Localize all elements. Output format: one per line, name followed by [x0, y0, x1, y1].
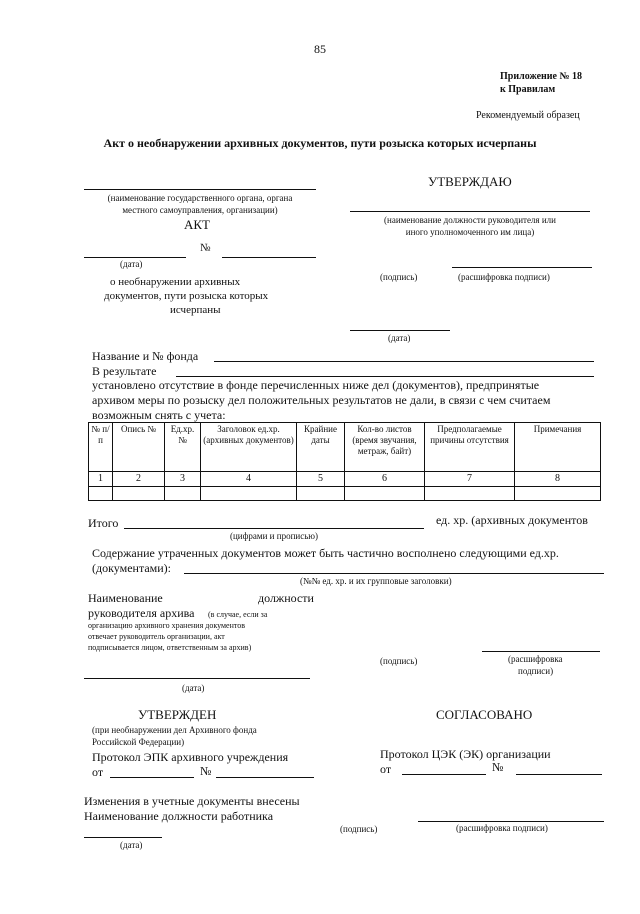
changes-date-line[interactable]	[84, 837, 162, 838]
col-header-notes: Примечания	[515, 423, 601, 472]
col-header-dates: Крайние даты	[297, 423, 345, 472]
col-header-storage-unit: Ед.хр. №	[165, 423, 201, 472]
approver-decoding-caption: (расшифровка подписи)	[458, 272, 550, 282]
approver-caption-line1: (наименование должности руководителя или	[384, 215, 556, 225]
approve-date-caption: (дата)	[388, 333, 411, 343]
table-cell: 1	[89, 472, 113, 487]
restore-caption: (№№ ед. хр. и их групповые заголовки)	[300, 576, 452, 586]
changes-decoding-caption: (расшифровка подписи)	[456, 823, 548, 833]
head-position-line2: руководителя архива	[88, 606, 195, 620]
result-text-line1: установлено отсутствие в фонде перечисленных ниже дел (документов), предпринятые	[92, 378, 540, 392]
table-cell: 8	[515, 472, 601, 487]
changes-line1: Изменения в учетные документы внесены	[84, 794, 300, 808]
act-number-line[interactable]	[222, 257, 316, 258]
table-row	[89, 487, 601, 501]
changes-date-caption: (дата)	[120, 840, 143, 850]
act-number-sign: №	[200, 242, 211, 254]
approver-caption-line2: иного уполномоченного им лица)	[405, 227, 535, 237]
agreed-date-line[interactable]	[402, 774, 486, 775]
org-caption-line1: (наименование государственного органа, органа	[107, 193, 293, 203]
akt-heading: АКТ	[184, 217, 210, 232]
total-value-line[interactable]	[124, 528, 424, 529]
head-date-caption: (дата)	[182, 683, 205, 693]
table-number-row	[89, 472, 601, 487]
result-line[interactable]	[176, 376, 594, 377]
approved-note-line1: (при необнаружении дел Архивного фонда	[92, 725, 257, 735]
table-cell: 6	[345, 472, 425, 487]
act-subject-line3: исчерпаны	[170, 304, 221, 316]
agreed-from: от	[380, 762, 392, 776]
head-note-line2: организацию архивного хранения документов	[88, 621, 246, 630]
agreed-number-line[interactable]	[516, 774, 602, 775]
result-text-line2: архивом меры по розыску дел положительных результатов не дали, в связи с чем считаем	[92, 393, 551, 407]
appendix-line1: Приложение № 18	[500, 71, 583, 82]
col-header-inventory: Опись №	[113, 423, 165, 472]
head-position-left: Наименование	[88, 591, 163, 605]
total-caption: (цифрами и прописью)	[229, 531, 319, 541]
act-subject-line2: документов, пути розыска которых	[104, 290, 269, 302]
table-cell: 7	[425, 472, 515, 487]
changes-signature-caption: (подпись)	[340, 824, 378, 834]
fund-name-line[interactable]	[214, 361, 594, 362]
approved-protocol: Протокол ЭПК архивного учреждения	[92, 750, 289, 764]
approve-heading: УТВЕРЖДАЮ	[428, 174, 512, 189]
agreed-heading: СОГЛАСОВАНО	[436, 707, 533, 722]
table-cell: 5	[297, 472, 345, 487]
col-header-title: Заголовок ед.хр. (архивных документов)	[201, 423, 297, 472]
result-label: В результате	[92, 364, 157, 378]
head-note-line1: (в случае, если за	[208, 610, 268, 619]
table-cell[interactable]	[201, 487, 297, 501]
act-date-line[interactable]	[84, 257, 186, 258]
fund-label: Название и № фонда	[92, 349, 199, 363]
changes-line2: Наименование должности работника	[84, 809, 274, 823]
missing-items-table	[88, 422, 601, 501]
recommended-sample: Рекомендуемый образец	[476, 110, 580, 121]
approver-decoding-line[interactable]	[452, 267, 592, 268]
page-number: 85	[314, 42, 326, 56]
table-cell[interactable]	[113, 487, 165, 501]
agreed-protocol: Протокол ЦЭК (ЭК) организации	[380, 747, 551, 761]
head-position-right: должности	[258, 591, 314, 605]
approved-date-line[interactable]	[110, 777, 194, 778]
approve-date-line[interactable]	[350, 330, 450, 331]
approver-position-line[interactable]	[350, 211, 590, 212]
table-cell: 3	[165, 472, 201, 487]
head-signature-caption: (подпись)	[380, 656, 418, 666]
approved-number-line[interactable]	[216, 777, 314, 778]
table-cell[interactable]	[297, 487, 345, 501]
head-note-line4: подписывается лицом, ответственным за архив)	[88, 643, 252, 652]
restore-items-line[interactable]	[184, 573, 604, 574]
approved-note-line2: Российской Федерации)	[92, 737, 185, 747]
approved-heading: УТВЕРЖДЕН	[138, 707, 217, 722]
org-caption-line2: местного самоуправления, организации)	[122, 205, 278, 215]
table-cell: 2	[113, 472, 165, 487]
restore-line1: Содержание утраченных документов может быть частично восполнено следующими ед.хр.	[92, 546, 559, 560]
table-cell[interactable]	[345, 487, 425, 501]
table-cell[interactable]	[89, 487, 113, 501]
act-subject-line1: о необнаружении архивных	[110, 276, 241, 288]
head-decoding-line1: (расшифровка	[508, 654, 563, 664]
approver-signature-caption: (подпись)	[380, 272, 418, 282]
approved-from: от	[92, 765, 104, 779]
act-date-caption: (дата)	[120, 259, 143, 269]
table-cell[interactable]	[425, 487, 515, 501]
approved-number-sign: №	[200, 764, 212, 778]
total-label: Итого	[88, 516, 119, 530]
head-date-line[interactable]	[84, 678, 310, 679]
col-header-number: № п/п	[89, 423, 113, 472]
head-decoding-line[interactable]	[482, 651, 600, 652]
col-header-reasons: Предполагаемые причины отсутствия	[425, 423, 515, 472]
table-cell[interactable]	[515, 487, 601, 501]
document-title: Акт о необнаружении архивных документов, пути розыска которых исчерпаны	[103, 136, 537, 150]
changes-decoding-line[interactable]	[418, 821, 604, 822]
col-header-sheets: Кол-во листов (время звучания, метраж, байт)	[345, 423, 425, 472]
table-cell[interactable]	[165, 487, 201, 501]
appendix-line2: к Правилам	[500, 84, 556, 95]
head-decoding-line2: подписи)	[518, 666, 554, 676]
head-note-line3: отвечает руководитель организации, акт	[88, 632, 225, 641]
agreed-number-sign: №	[492, 760, 504, 774]
table-cell: 4	[201, 472, 297, 487]
org-name-line[interactable]	[84, 189, 316, 190]
restore-line2: (документами):	[92, 561, 172, 575]
total-suffix: ед. хр. (архивных документов	[436, 513, 588, 527]
table-header-row	[89, 423, 601, 472]
result-text-line3: возможным снять с учета:	[92, 408, 226, 422]
